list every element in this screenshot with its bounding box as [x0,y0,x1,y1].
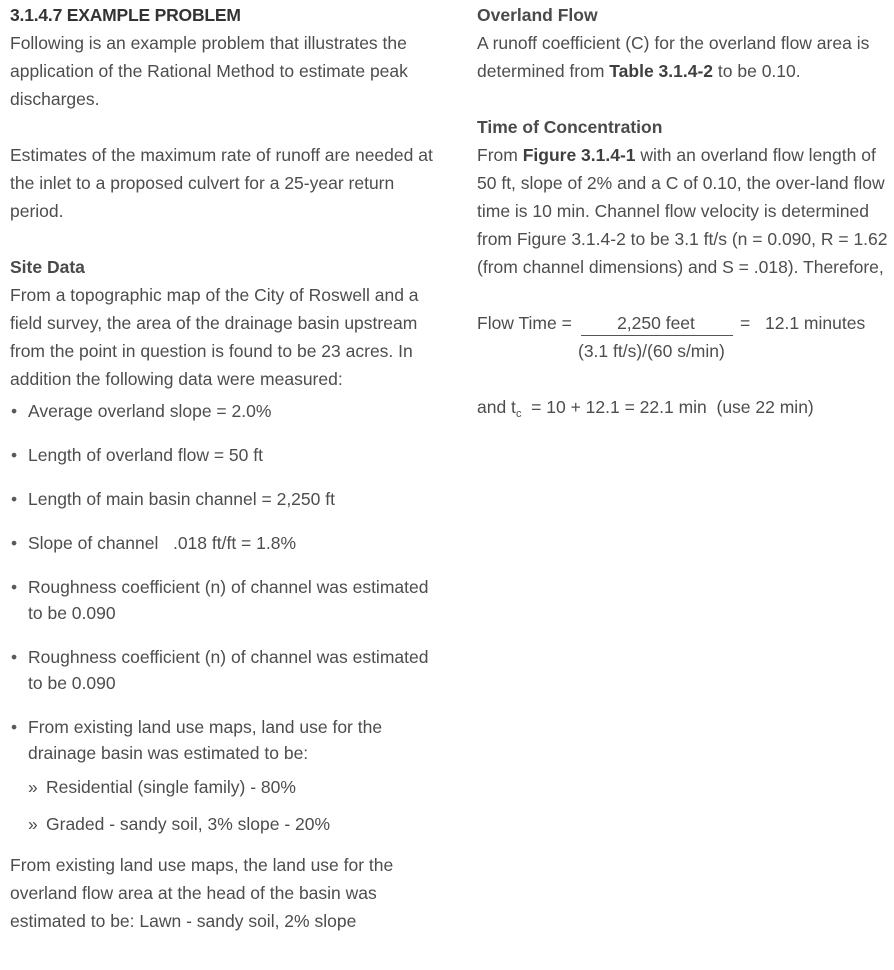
bullet-icon: • [11,445,18,465]
bullet-icon: • [11,577,18,597]
list-item: • Average overland slope = 2.0% [10,398,440,424]
flow-time-equation [477,309,889,365]
list-item: • Roughness coefficient (n) of channel was estimated to be 0.090 [10,644,440,696]
list-item: • Length of overland flow = 50 ft [10,442,440,468]
list-item: • Slope of channel .018 ft/ft = 1.8% [10,530,440,556]
left-column [10,1,440,935]
tc-subscript: c [515,408,522,420]
equation-numerator: 2,250 feet [617,313,695,333]
time-of-concentration-heading: Time of Concentration [477,117,663,137]
equation-denominator: (3.1 ft/s)/(60 s/min) [578,341,725,361]
sub-list-item: » Graded - sandy soil, 3% slope - 20% [28,811,440,837]
section-title: 3.1.4.7 EXAMPLE PROBLEM [10,5,241,25]
site-data-paragraph: From a topographic map of the City of Roswell and a field survey, the area of the drainage basin upstream from the point in question is found to be 23 acres. In addition the following data were measured: [10,285,419,389]
chevron-right-icon: » [28,814,38,834]
overland-flow-heading: Overland Flow [477,5,598,25]
bullet-icon: • [11,647,18,667]
list-item: • Roughness coefficient (n) of channel was estimated to be 0.090 [10,574,440,626]
closing-paragraph: From existing land use maps, the land use for the overland flow area at the head of the basin was estimated to be: Lawn - sandy soil, 2% slope [10,855,394,931]
intro-paragraph: Following is an example problem that illustrates the application of the Rational Method to estimate peak discharges. [10,33,408,109]
land-use-sublist [28,774,440,837]
chevron-right-icon: » [28,777,38,797]
estimates-paragraph: Estimates of the maximum rate of runoff are needed at the inlet to a proposed culvert for a 25-year return period. [10,145,433,221]
bullet-icon: • [11,489,18,509]
list-item: • From existing land use maps, land use for the drainage basin was estimated to be: » Residential (single family) - 80% » Graded - sandy soil, 3% slope - 20% [10,714,440,837]
fraction-bar [581,335,733,336]
right-column [477,1,889,428]
bullet-icon: • [11,401,18,421]
time-of-concentration-paragraph: From Figure 3.1.4-1 with an overland flow length of 50 ft, slope of 2% and a C of 0.10, the over-land flow time is 10 min. Channel flow velocity is determined from Figure 3.1.4-2 to be 3.1 ft/s (n = 0.090, R = 1.62 (from channel dimensions) and S = .018). Therefore, [477,145,888,277]
equation-label: Flow Time = [477,313,572,333]
figure-reference: Figure 3.1.4-1 [522,145,636,165]
site-data-heading: Site Data [10,257,85,277]
list-item: • Length of main basin channel = 2,250 ft [10,486,440,512]
equation-result: 12.1 minutes [765,313,866,333]
overland-flow-paragraph: A runoff coefficient (C) for the overland flow area is determined from Table 3.1.4-2 to be 0.10. [477,33,870,81]
table-reference: Table 3.1.4-2 [609,61,714,81]
sub-list-item: » Residential (single family) - 80% [28,774,440,800]
bullet-icon: • [11,533,18,553]
tc-result: and $t_c = 10 + 12.1 = 22.1$ min (use 22 min) [477,397,814,420]
bullet-icon: • [11,717,18,737]
equals-sign: = [740,313,751,333]
site-data-list [10,398,440,837]
